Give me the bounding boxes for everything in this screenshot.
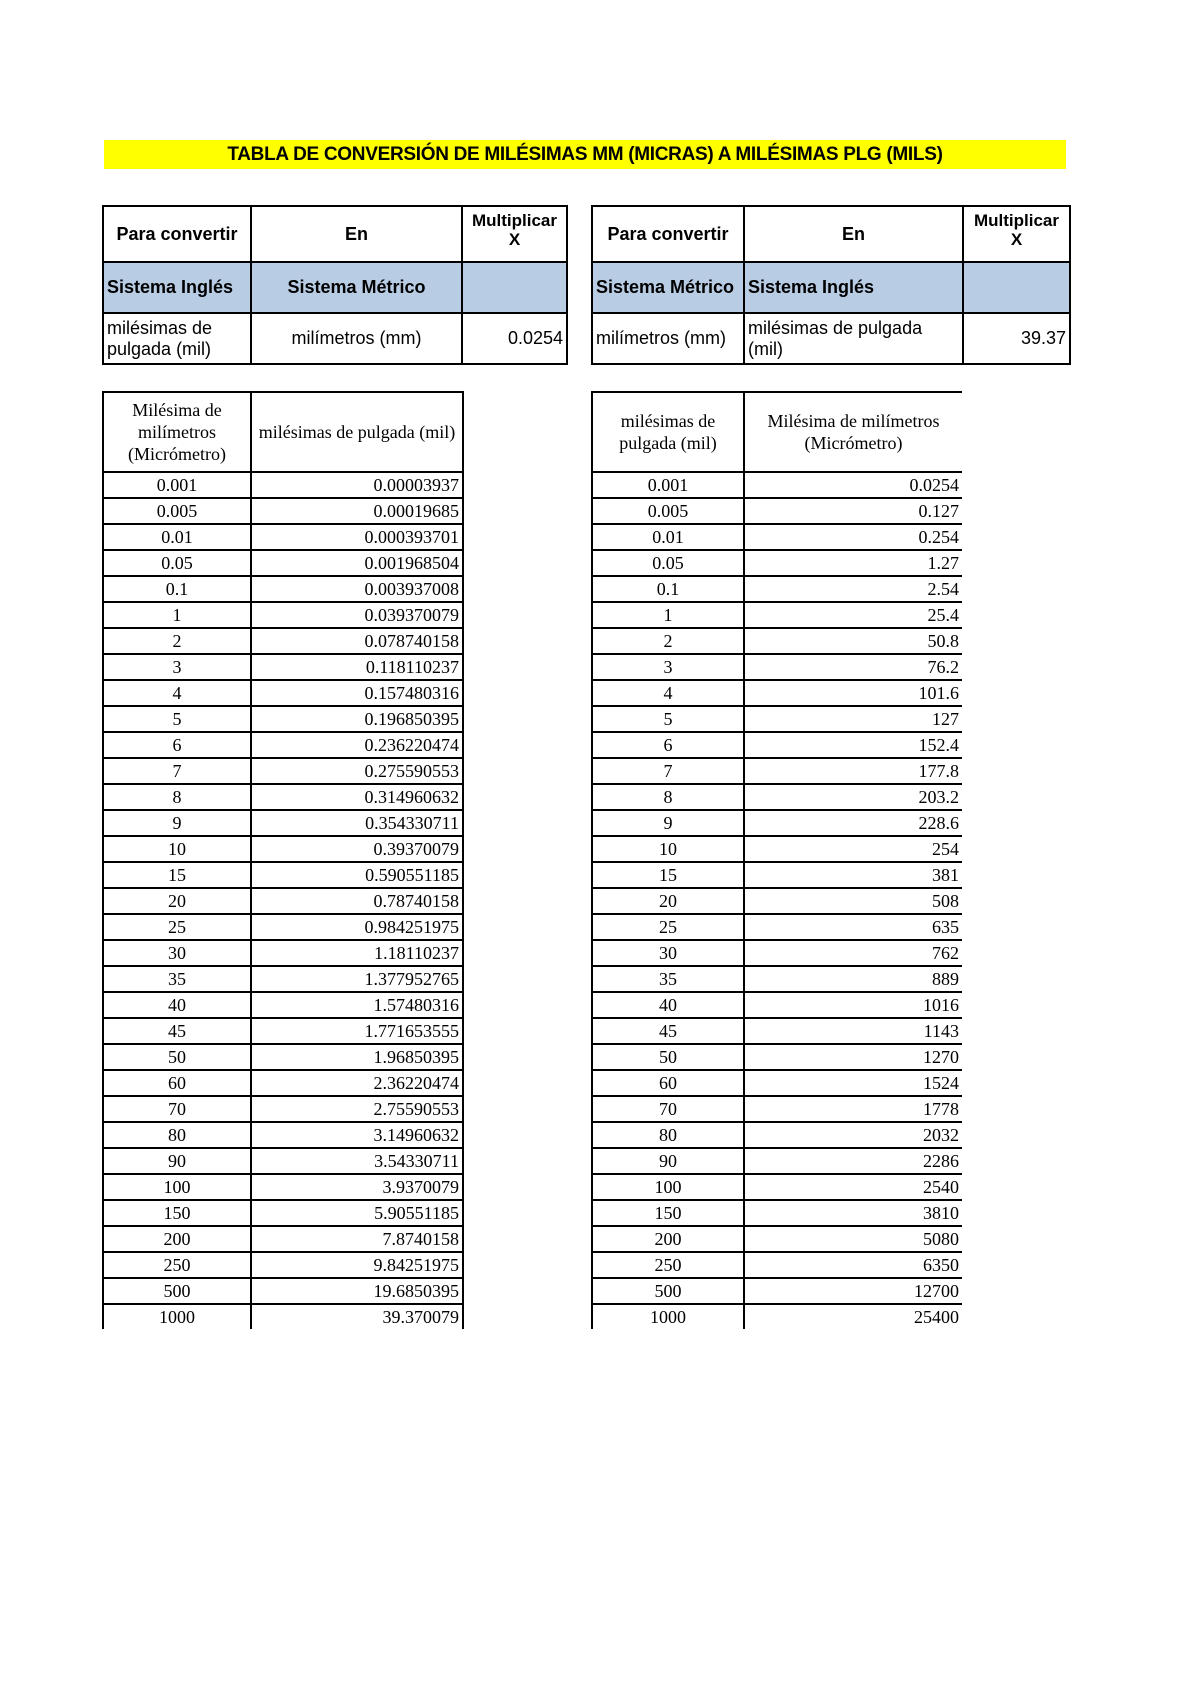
cell-converted-value: 0.127 bbox=[744, 498, 962, 524]
cell-input-value: 1 bbox=[103, 602, 251, 628]
cell-converted-value: 19.6850395 bbox=[251, 1278, 463, 1304]
table-row bbox=[103, 888, 463, 914]
table-row bbox=[103, 654, 463, 680]
table-row bbox=[592, 862, 962, 888]
table-row bbox=[103, 992, 463, 1018]
cell-input-value: 150 bbox=[592, 1200, 744, 1226]
cell-converted-value: 228.6 bbox=[744, 810, 962, 836]
cell-converted-value: 76.2 bbox=[744, 654, 962, 680]
cell-input-value: 6 bbox=[592, 732, 744, 758]
cell-input-value: 30 bbox=[592, 940, 744, 966]
unit-from: milímetros (mm) bbox=[592, 313, 744, 364]
system-from: Sistema Inglés bbox=[103, 262, 251, 313]
cell-input-value: 0.05 bbox=[592, 550, 744, 576]
table-row bbox=[592, 602, 962, 628]
cell-converted-value: 7.8740158 bbox=[251, 1226, 463, 1252]
conversion-table-right bbox=[591, 205, 1071, 365]
table-row bbox=[103, 1252, 463, 1278]
cell-input-value: 9 bbox=[592, 810, 744, 836]
table-row bbox=[103, 602, 463, 628]
cell-converted-value: 1524 bbox=[744, 1070, 962, 1096]
cell-input-value: 2 bbox=[592, 628, 744, 654]
cell-input-value: 500 bbox=[103, 1278, 251, 1304]
cell-converted-value: 762 bbox=[744, 940, 962, 966]
table-row bbox=[103, 758, 463, 784]
table-row bbox=[103, 680, 463, 706]
table-row bbox=[103, 472, 463, 498]
table-row bbox=[592, 758, 962, 784]
cell-converted-value: 101.6 bbox=[744, 680, 962, 706]
table-row bbox=[592, 1174, 962, 1200]
system-to: Sistema Métrico bbox=[251, 262, 462, 313]
cell-input-value: 80 bbox=[103, 1122, 251, 1148]
cell-input-value: 80 bbox=[592, 1122, 744, 1148]
cell-input-value: 9 bbox=[103, 810, 251, 836]
cell-input-value: 7 bbox=[103, 758, 251, 784]
table-row bbox=[103, 1174, 463, 1200]
page-title: TABLA DE CONVERSIÓN DE MILÉSIMAS MM (MICRAS) A MILÉSIMAS PLG (MILS) bbox=[104, 140, 1066, 169]
cell-converted-value: 0.984251975 bbox=[251, 914, 463, 940]
table-row bbox=[103, 862, 463, 888]
table-row bbox=[103, 940, 463, 966]
cell-input-value: 20 bbox=[103, 888, 251, 914]
header-en: En bbox=[744, 206, 963, 262]
cell-converted-value: 127 bbox=[744, 706, 962, 732]
table-row bbox=[103, 1304, 463, 1329]
cell-input-value: 70 bbox=[103, 1096, 251, 1122]
cell-converted-value: 0.196850395 bbox=[251, 706, 463, 732]
cell-input-value: 200 bbox=[592, 1226, 744, 1252]
cell-converted-value: 0.314960632 bbox=[251, 784, 463, 810]
table-row bbox=[592, 888, 962, 914]
table-row bbox=[592, 1018, 962, 1044]
cell-converted-value: 0.039370079 bbox=[251, 602, 463, 628]
table-row bbox=[592, 576, 962, 602]
cell-input-value: 90 bbox=[103, 1148, 251, 1174]
cell-input-value: 50 bbox=[592, 1044, 744, 1070]
cell-converted-value: 0.003937008 bbox=[251, 576, 463, 602]
unit-to: milésimas de pulgada (mil) bbox=[744, 313, 963, 364]
cell-converted-value: 1.771653555 bbox=[251, 1018, 463, 1044]
cell-input-value: 60 bbox=[103, 1070, 251, 1096]
table-row bbox=[103, 706, 463, 732]
cell-converted-value: 3.54330711 bbox=[251, 1148, 463, 1174]
cell-converted-value: 254 bbox=[744, 836, 962, 862]
cell-input-value: 8 bbox=[103, 784, 251, 810]
cell-converted-value: 889 bbox=[744, 966, 962, 992]
table-row bbox=[592, 992, 962, 1018]
table-row bbox=[103, 836, 463, 862]
cell-input-value: 8 bbox=[592, 784, 744, 810]
cell-converted-value: 1.18110237 bbox=[251, 940, 463, 966]
cell-converted-value: 0.590551185 bbox=[251, 862, 463, 888]
table-row bbox=[592, 1070, 962, 1096]
cell-input-value: 10 bbox=[103, 836, 251, 862]
cell-input-value: 10 bbox=[592, 836, 744, 862]
cell-converted-value: 1270 bbox=[744, 1044, 962, 1070]
header-multiplicar: Multiplicar X bbox=[462, 206, 567, 262]
cell-input-value: 150 bbox=[103, 1200, 251, 1226]
table-row bbox=[592, 1226, 962, 1252]
cell-converted-value: 5.90551185 bbox=[251, 1200, 463, 1226]
cell-converted-value: 0.39370079 bbox=[251, 836, 463, 862]
col-header-mil: milésimas de pulgada (mil) bbox=[592, 392, 744, 472]
cell-converted-value: 1778 bbox=[744, 1096, 962, 1122]
cell-converted-value: 2.36220474 bbox=[251, 1070, 463, 1096]
cell-converted-value: 0.157480316 bbox=[251, 680, 463, 706]
cell-input-value: 0.01 bbox=[592, 524, 744, 550]
cell-input-value: 30 bbox=[103, 940, 251, 966]
table-row bbox=[592, 1122, 962, 1148]
system-from: Sistema Métrico bbox=[592, 262, 744, 313]
table-row bbox=[103, 914, 463, 940]
cell-converted-value: 0.0254 bbox=[744, 472, 962, 498]
table-row bbox=[103, 524, 463, 550]
cell-converted-value: 508 bbox=[744, 888, 962, 914]
cell-input-value: 0.01 bbox=[103, 524, 251, 550]
table-row bbox=[103, 1096, 463, 1122]
col-header-micrometro: Milésima de milímetros (Micrómetro) bbox=[744, 392, 962, 472]
cell-input-value: 1000 bbox=[103, 1304, 251, 1329]
cell-input-value: 25 bbox=[103, 914, 251, 940]
header-en: En bbox=[251, 206, 462, 262]
cell-converted-value: 0.78740158 bbox=[251, 888, 463, 914]
table-row bbox=[103, 784, 463, 810]
header-para-convertir: Para convertir bbox=[592, 206, 744, 262]
cell-converted-value: 0.000393701 bbox=[251, 524, 463, 550]
table-row bbox=[592, 966, 962, 992]
conversion-factor: 39.37 bbox=[963, 313, 1070, 364]
cell-converted-value: 25400 bbox=[744, 1304, 962, 1329]
cell-input-value: 15 bbox=[592, 862, 744, 888]
table-row bbox=[103, 732, 463, 758]
table-row bbox=[592, 1304, 962, 1329]
table-row bbox=[103, 1070, 463, 1096]
table-row bbox=[592, 706, 962, 732]
header-multiplicar: Multiplicar X bbox=[963, 206, 1070, 262]
cell-input-value: 4 bbox=[103, 680, 251, 706]
cell-converted-value: 2.54 bbox=[744, 576, 962, 602]
cell-input-value: 100 bbox=[103, 1174, 251, 1200]
cell-converted-value: 0.118110237 bbox=[251, 654, 463, 680]
cell-converted-value: 12700 bbox=[744, 1278, 962, 1304]
table-row bbox=[103, 1148, 463, 1174]
cell-converted-value: 1016 bbox=[744, 992, 962, 1018]
cell-input-value: 35 bbox=[103, 966, 251, 992]
cell-converted-value: 3810 bbox=[744, 1200, 962, 1226]
conversion-table-left bbox=[102, 205, 568, 365]
table-row bbox=[103, 810, 463, 836]
table-row bbox=[592, 628, 962, 654]
table-row bbox=[103, 966, 463, 992]
cell-input-value: 90 bbox=[592, 1148, 744, 1174]
cell-input-value: 3 bbox=[592, 654, 744, 680]
cell-converted-value: 1143 bbox=[744, 1018, 962, 1044]
cell-input-value: 4 bbox=[592, 680, 744, 706]
cell-input-value: 100 bbox=[592, 1174, 744, 1200]
table-row bbox=[592, 1148, 962, 1174]
cell-converted-value: 2286 bbox=[744, 1148, 962, 1174]
table-row bbox=[592, 940, 962, 966]
table-row bbox=[592, 836, 962, 862]
cell-input-value: 45 bbox=[103, 1018, 251, 1044]
cell-converted-value: 2032 bbox=[744, 1122, 962, 1148]
table-row bbox=[103, 498, 463, 524]
cell-input-value: 40 bbox=[592, 992, 744, 1018]
cell-input-value: 3 bbox=[103, 654, 251, 680]
table-row bbox=[103, 550, 463, 576]
cell-converted-value: 1.27 bbox=[744, 550, 962, 576]
table-row bbox=[103, 1278, 463, 1304]
unit-from: milésimas de pulgada (mil) bbox=[103, 313, 251, 364]
table-row bbox=[592, 784, 962, 810]
cell-converted-value: 2.75590553 bbox=[251, 1096, 463, 1122]
conversion-factor: 0.0254 bbox=[462, 313, 567, 364]
cell-input-value: 0.005 bbox=[103, 498, 251, 524]
table-row bbox=[592, 1252, 962, 1278]
mil-to-micron-table bbox=[591, 391, 962, 1329]
cell-input-value: 1000 bbox=[592, 1304, 744, 1329]
cell-input-value: 0.005 bbox=[592, 498, 744, 524]
cell-converted-value: 0.236220474 bbox=[251, 732, 463, 758]
col-header-mil: milésimas de pulgada (mil) bbox=[251, 392, 463, 472]
unit-to: milímetros (mm) bbox=[251, 313, 462, 364]
table-row bbox=[103, 576, 463, 602]
cell-input-value: 6 bbox=[103, 732, 251, 758]
cell-input-value: 7 bbox=[592, 758, 744, 784]
table-row bbox=[103, 1122, 463, 1148]
table-row bbox=[592, 1044, 962, 1070]
cell-input-value: 25 bbox=[592, 914, 744, 940]
cell-converted-value: 0.078740158 bbox=[251, 628, 463, 654]
cell-converted-value: 0.001968504 bbox=[251, 550, 463, 576]
cell-converted-value: 0.00003937 bbox=[251, 472, 463, 498]
col-header-micrometro: Milésima de milímetros (Micrómetro) bbox=[103, 392, 251, 472]
cell-converted-value: 1.57480316 bbox=[251, 992, 463, 1018]
micron-to-mil-table bbox=[102, 391, 464, 1329]
table-row bbox=[103, 628, 463, 654]
cell-input-value: 5 bbox=[592, 706, 744, 732]
table-row bbox=[592, 680, 962, 706]
cell-input-value: 0.001 bbox=[592, 472, 744, 498]
cell-converted-value: 3.9370079 bbox=[251, 1174, 463, 1200]
cell-converted-value: 9.84251975 bbox=[251, 1252, 463, 1278]
table-row bbox=[103, 1226, 463, 1252]
header-para-convertir: Para convertir bbox=[103, 206, 251, 262]
cell-input-value: 0.1 bbox=[592, 576, 744, 602]
table-row bbox=[592, 550, 962, 576]
cell-input-value: 35 bbox=[592, 966, 744, 992]
cell-input-value: 15 bbox=[103, 862, 251, 888]
cell-input-value: 40 bbox=[103, 992, 251, 1018]
cell-input-value: 0.1 bbox=[103, 576, 251, 602]
cell-converted-value: 1.96850395 bbox=[251, 1044, 463, 1070]
cell-converted-value: 2540 bbox=[744, 1174, 962, 1200]
table-row bbox=[592, 914, 962, 940]
table-row bbox=[592, 810, 962, 836]
cell-input-value: 0.05 bbox=[103, 550, 251, 576]
cell-converted-value: 381 bbox=[744, 862, 962, 888]
cell-input-value: 70 bbox=[592, 1096, 744, 1122]
table-row bbox=[592, 654, 962, 680]
table-row bbox=[592, 524, 962, 550]
cell-converted-value: 203.2 bbox=[744, 784, 962, 810]
cell-input-value: 60 bbox=[592, 1070, 744, 1096]
system-to: Sistema Inglés bbox=[744, 262, 963, 313]
cell-converted-value: 0.354330711 bbox=[251, 810, 463, 836]
cell-input-value: 50 bbox=[103, 1044, 251, 1070]
cell-input-value: 2 bbox=[103, 628, 251, 654]
cell-converted-value: 50.8 bbox=[744, 628, 962, 654]
cell-converted-value: 0.00019685 bbox=[251, 498, 463, 524]
table-row bbox=[592, 732, 962, 758]
cell-converted-value: 0.275590553 bbox=[251, 758, 463, 784]
cell-input-value: 200 bbox=[103, 1226, 251, 1252]
cell-converted-value: 0.254 bbox=[744, 524, 962, 550]
table-row bbox=[592, 1278, 962, 1304]
cell-input-value: 250 bbox=[592, 1252, 744, 1278]
cell-converted-value: 1.377952765 bbox=[251, 966, 463, 992]
cell-input-value: 5 bbox=[103, 706, 251, 732]
table-row bbox=[103, 1018, 463, 1044]
cell-converted-value: 25.4 bbox=[744, 602, 962, 628]
cell-converted-value: 6350 bbox=[744, 1252, 962, 1278]
cell-input-value: 500 bbox=[592, 1278, 744, 1304]
system-empty bbox=[462, 262, 567, 313]
system-empty bbox=[963, 262, 1070, 313]
cell-input-value: 20 bbox=[592, 888, 744, 914]
table-row bbox=[592, 1096, 962, 1122]
cell-converted-value: 3.14960632 bbox=[251, 1122, 463, 1148]
cell-input-value: 250 bbox=[103, 1252, 251, 1278]
table-row bbox=[103, 1044, 463, 1070]
cell-input-value: 0.001 bbox=[103, 472, 251, 498]
table-row bbox=[592, 1200, 962, 1226]
cell-input-value: 45 bbox=[592, 1018, 744, 1044]
cell-converted-value: 152.4 bbox=[744, 732, 962, 758]
cell-converted-value: 5080 bbox=[744, 1226, 962, 1252]
cell-converted-value: 39.370079 bbox=[251, 1304, 463, 1329]
table-row bbox=[592, 498, 962, 524]
cell-input-value: 1 bbox=[592, 602, 744, 628]
table-row bbox=[103, 1200, 463, 1226]
cell-converted-value: 177.8 bbox=[744, 758, 962, 784]
cell-converted-value: 635 bbox=[744, 914, 962, 940]
table-row bbox=[592, 472, 962, 498]
